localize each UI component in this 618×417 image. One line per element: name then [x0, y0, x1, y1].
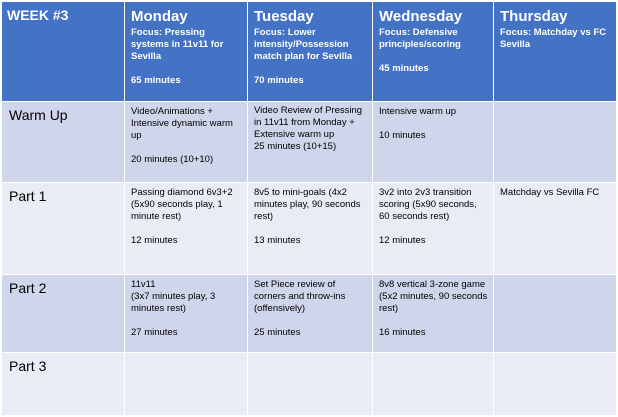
session-description: Set Piece review of corners and throw-ins (offensively)	[254, 279, 346, 314]
session-cell	[248, 102, 373, 183]
session-cell-empty	[494, 275, 617, 353]
session-description: 3v2 into 2v3 transition scoring (5x90 seconds, 60 seconds rest)	[379, 187, 477, 222]
session-cell-empty	[248, 353, 373, 416]
week-label: WEEK #3	[7, 7, 69, 23]
day-focus: Focus: Pressing systems in 11v11 for Sevilla	[131, 27, 224, 62]
session-duration: 25 minutes (10+15)	[254, 141, 337, 152]
session-cell-empty	[494, 353, 617, 416]
schedule-row-part-2	[2, 275, 617, 353]
day-name: Wednesday	[379, 8, 463, 25]
day-header-tuesday	[248, 2, 373, 102]
session-description: 8v5 to mini-goals (4x2 minutes play, 90 seconds rest)	[254, 187, 361, 222]
row-label-cell	[2, 102, 125, 183]
session-cell	[373, 275, 494, 353]
day-header-thursday	[494, 2, 617, 102]
session-cell	[125, 275, 248, 353]
day-name: Monday	[131, 8, 188, 25]
session-cell	[125, 102, 248, 183]
row-label-cell	[2, 353, 125, 416]
session-duration: 12 minutes	[379, 235, 426, 246]
session-description: 11v11 (3x7 minutes play, 3 minutes rest)	[131, 279, 216, 314]
row-label: Warm Up	[9, 107, 68, 123]
session-description: Video Review of Pressing in 11v11 from Monday + Extensive warm up	[254, 105, 363, 140]
day-header-monday	[125, 2, 248, 102]
session-duration: 25 minutes	[254, 327, 301, 338]
session-description: Passing diamond 6v3+2 (5x90 seconds play, 1 minute rest)	[131, 187, 233, 222]
session-duration: 12 minutes	[131, 235, 178, 246]
weekly-schedule-table	[1, 1, 617, 416]
day-name: Tuesday	[254, 8, 314, 25]
session-description: Matchday vs Sevilla FC	[500, 187, 600, 198]
session-duration: 16 minutes	[379, 327, 426, 338]
session-duration: 20 minutes (10+10)	[131, 154, 214, 165]
session-cell	[125, 183, 248, 275]
session-cell	[248, 183, 373, 275]
day-header-wednesday	[373, 2, 494, 102]
session-cell	[373, 102, 494, 183]
session-duration: 27 minutes	[131, 327, 178, 338]
session-description: Video/Animations + Intensive dynamic warm up	[131, 106, 233, 141]
day-focus: Focus: Lower intensity/Possession match plan for Sevilla	[254, 27, 353, 62]
header-row	[2, 2, 617, 102]
session-cell-empty	[494, 102, 617, 183]
row-label-cell	[2, 275, 125, 353]
row-label: Part 2	[9, 280, 47, 296]
row-label: Part 3	[9, 358, 47, 374]
session-cell	[373, 183, 494, 275]
session-duration: 10 minutes	[379, 130, 426, 141]
day-focus: Focus: Matchday vs FC Sevilla	[500, 27, 607, 50]
week-header-cell	[2, 2, 125, 102]
row-label: Part 1	[9, 188, 47, 204]
day-focus: Focus: Defensive principles/scoring	[379, 27, 461, 50]
session-cell	[494, 183, 617, 275]
schedule-row-part-3	[2, 353, 617, 416]
day-duration: 65 minutes	[131, 75, 181, 86]
session-cell-empty	[125, 353, 248, 416]
session-description: Intensive warm up	[379, 106, 457, 117]
day-duration: 70 minutes	[254, 75, 304, 86]
schedule-row-part-1	[2, 183, 617, 275]
schedule-row-warm-up	[2, 102, 617, 183]
session-duration: 13 minutes	[254, 235, 301, 246]
session-cell	[248, 275, 373, 353]
day-name: Thursday	[500, 8, 568, 25]
row-label-cell	[2, 183, 125, 275]
session-cell-empty	[373, 353, 494, 416]
day-duration: 45 minutes	[379, 63, 429, 74]
session-description: 8v8 vertical 3-zone game (5x2 minutes, 90 seconds rest)	[379, 279, 488, 314]
